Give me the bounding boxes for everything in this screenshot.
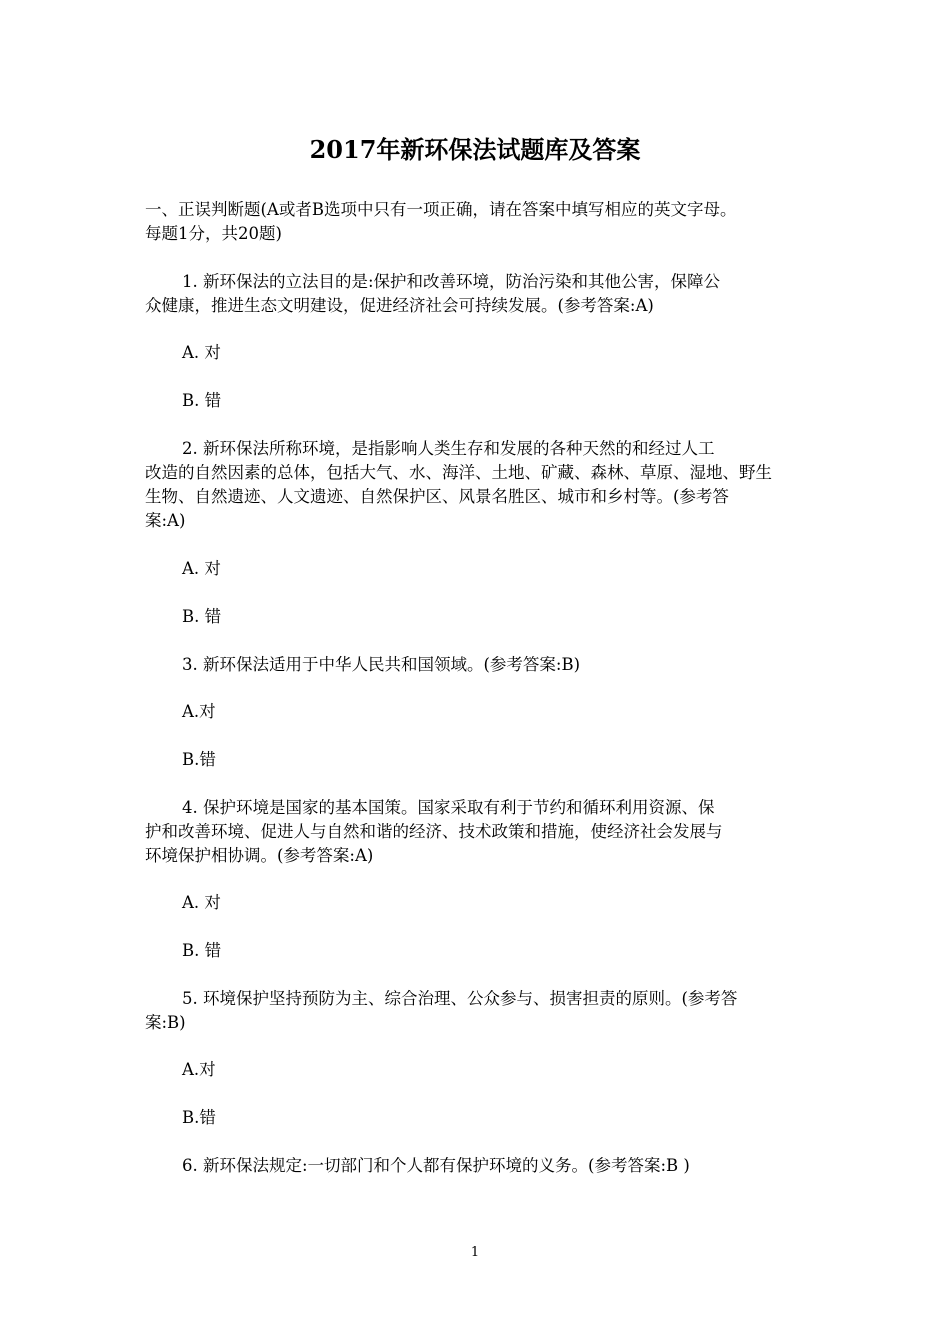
question-line: 1. 新环保法的立法目的是:保护和改善环境，防治污染和其他公害，保障公 xyxy=(182,272,721,291)
question-2 xyxy=(145,437,810,533)
question-line: 4. 保护环境是国家的基本国策。国家采取有利于节约和循环利用资源、保 xyxy=(182,798,715,817)
question-4-option-a: A. 对 xyxy=(182,893,221,912)
question-5 xyxy=(145,987,810,1035)
question-line: 案:B) xyxy=(145,1013,186,1032)
section-heading-line: 每题1分，共20题) xyxy=(145,224,282,243)
question-line: 2. 新环保法所称环境，是指影响人类生存和发展的各种天然的和经过人工 xyxy=(182,439,715,458)
question-line: 改造的自然因素的总体，包括大气、水、海洋、土地、矿藏、森林、草原、湿地、野生 xyxy=(145,463,772,482)
page-number: 1 xyxy=(470,1245,480,1260)
question-line: 生物、自然遗迹、人文遗迹、自然保护区、风景名胜区、城市和乡村等。(参考答 xyxy=(145,487,729,506)
question-6 xyxy=(145,1154,810,1178)
question-3-option-a: A.对 xyxy=(182,702,216,721)
question-line: 3. 新环保法适用于中华人民共和国领域。(参考答案:B) xyxy=(182,655,581,674)
question-1 xyxy=(145,270,810,318)
question-5-option-a: A.对 xyxy=(182,1060,216,1079)
question-line: 环境保护相协调。(参考答案:A) xyxy=(145,846,374,865)
question-5-option-b: B.错 xyxy=(182,1108,216,1127)
question-3 xyxy=(145,653,810,677)
question-line: 护和改善环境、促进人与自然和谐的经济、技术政策和措施，使经济社会发展与 xyxy=(145,822,723,841)
question-line: 案:A) xyxy=(145,511,186,530)
question-line: 众健康，推进生态文明建设，促进经济社会可持续发展。(参考答案:A) xyxy=(145,296,654,315)
document-title: 2017年新环保法试题库及答案 xyxy=(309,135,641,164)
question-4 xyxy=(145,796,810,868)
question-line: 6. 新环保法规定:一切部门和个人都有保护环境的义务。(参考答案:B ) xyxy=(182,1156,690,1175)
question-1-option-a: A. 对 xyxy=(182,343,221,362)
question-2-option-b: B. 错 xyxy=(182,607,222,626)
section-heading-line: 一、正误判断题(A或者B选项中只有一项正确，请在答案中填写相应的英文字母。 xyxy=(145,200,737,219)
section-heading xyxy=(145,198,810,246)
question-4-option-b: B. 错 xyxy=(182,941,222,960)
question-1-option-b: B. 错 xyxy=(182,391,222,410)
question-3-option-b: B.错 xyxy=(182,750,216,769)
question-line: 5. 环境保护坚持预防为主、综合治理、公众参与、损害担责的原则。(参考答 xyxy=(182,989,738,1008)
question-2-option-a: A. 对 xyxy=(182,559,221,578)
